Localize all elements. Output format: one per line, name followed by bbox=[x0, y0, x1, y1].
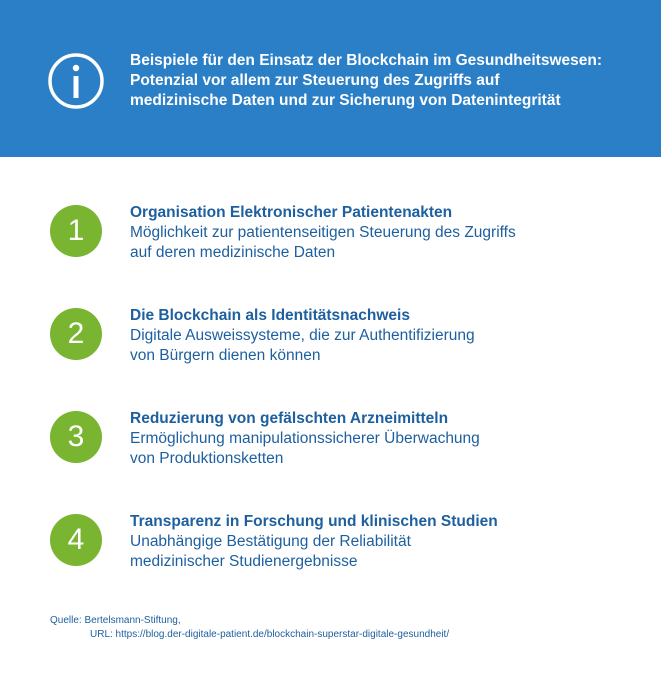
item-description: Ermöglichung manipulationssicherer Überwachung bbox=[130, 430, 480, 447]
source-url: URL: https://blog.der-digitale-patient.de/blockchain-superstar-digitale-gesundheit/ bbox=[90, 629, 450, 640]
item-title: Reduzierung von gefälschten Arzneimitteln bbox=[130, 410, 449, 427]
item-title: Organisation Elektronischer Patientenakten bbox=[130, 204, 453, 221]
item-description: Möglichkeit zur patientenseitigen Steuerung des Zugriffs bbox=[130, 224, 516, 241]
info-icon bbox=[47, 52, 105, 110]
item-text bbox=[130, 512, 630, 572]
item-description: medizinischer Studienergebnisse bbox=[130, 553, 358, 570]
item-description: auf deren medizinische Daten bbox=[130, 244, 336, 261]
item-description: Unabhängige Bestätigung der Reliabilität bbox=[130, 533, 411, 550]
item-description: von Produktionsketten bbox=[130, 450, 284, 467]
number-badge: 3 bbox=[50, 411, 102, 463]
list-item bbox=[0, 411, 661, 491]
list-item bbox=[0, 205, 661, 285]
item-title: Transparenz in Forschung und klinischen Studien bbox=[130, 513, 498, 530]
list-item bbox=[0, 308, 661, 388]
number-badge: 1 bbox=[50, 205, 102, 257]
source-label: Quelle: Bertelsmann-Stiftung, bbox=[50, 615, 181, 626]
header-banner bbox=[0, 0, 661, 157]
item-description: Digitale Ausweissysteme, die zur Authentifizierung bbox=[130, 327, 475, 344]
list-item bbox=[0, 514, 661, 594]
item-title: Die Blockchain als Identitätsnachweis bbox=[130, 307, 410, 324]
header-line: medizinische Daten und zur Sicherung von Datenintegrität bbox=[130, 92, 561, 109]
item-text bbox=[130, 306, 630, 366]
number-badge: 2 bbox=[50, 308, 102, 360]
header-line: Beispiele für den Einsatz der Blockchain im Gesundheitswesen: bbox=[130, 52, 603, 69]
item-text bbox=[130, 409, 630, 469]
source-note bbox=[50, 614, 449, 642]
header-line: Potenzial vor allem zur Steuerung des Zugriffs auf bbox=[130, 72, 500, 89]
item-text bbox=[130, 203, 630, 263]
number-badge: 4 bbox=[50, 514, 102, 566]
header-text bbox=[130, 51, 650, 111]
item-description: von Bürgern dienen können bbox=[130, 347, 321, 364]
